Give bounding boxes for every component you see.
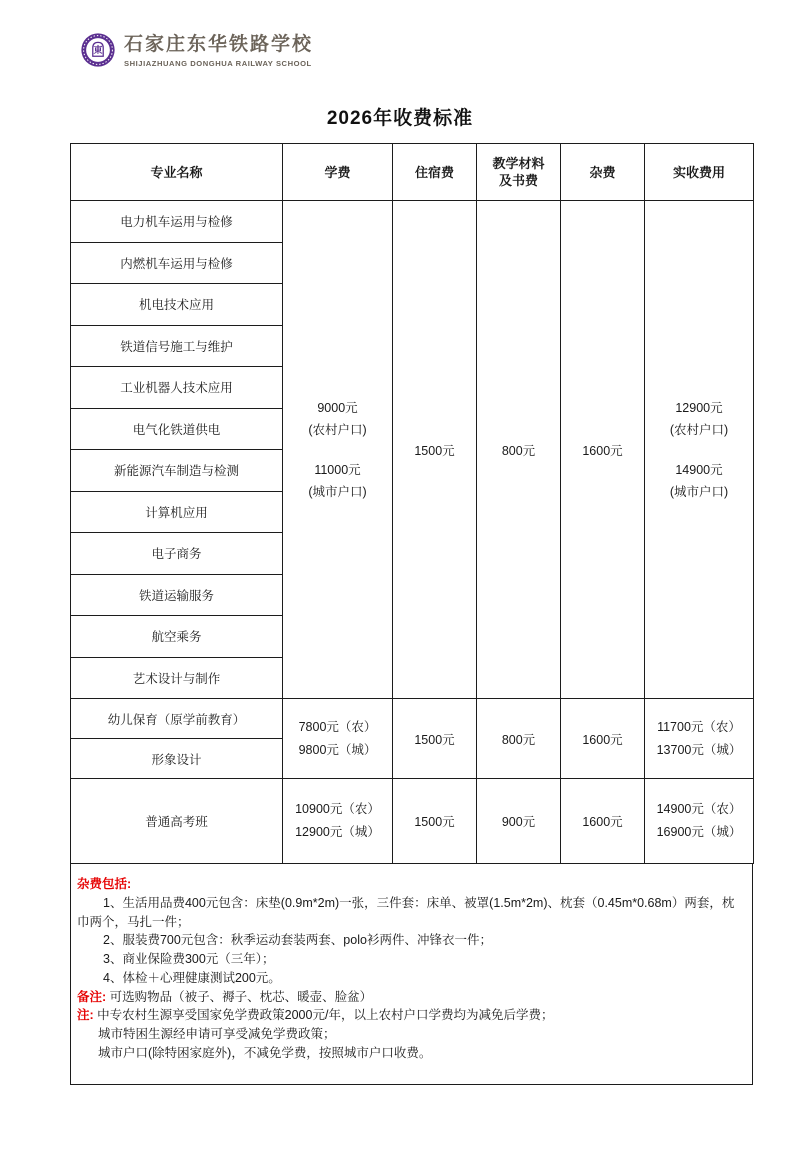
policy-note-line	[77, 1006, 746, 1025]
table-row	[71, 699, 754, 739]
page-title: 2026年收费标准	[326, 108, 474, 129]
school-name-block	[124, 32, 313, 68]
materials-cell-group1: 800元	[477, 201, 561, 699]
remark-text: 可选购物品（被子、褥子、枕芯、暖壶、脸盆）	[109, 989, 373, 1004]
major-cell: 幼儿保育（原学前教育）	[71, 699, 283, 739]
actual-cell-group2: 11700元（农） 13700元（城）	[645, 699, 754, 779]
misc-fee-item: 4、体检＋心理健康测试200元。	[103, 970, 281, 985]
major-cell: 机电技术应用	[71, 284, 283, 326]
tuition-cell-group2: 7800元（农） 9800元（城）	[283, 699, 393, 779]
major-cell: 铁道运输服务	[71, 574, 283, 616]
major-cell: 铁道信号施工与维护	[71, 325, 283, 367]
school-logo-icon	[80, 32, 116, 73]
actual-cell-group1: 12900元 (农村户口) 14900元 (城市户口)	[645, 201, 754, 699]
major-cell: 电子商务	[71, 533, 283, 575]
misc-cell-group3: 1600元	[561, 779, 645, 864]
major-cell: 计算机应用	[71, 491, 283, 533]
major-cell: 新能源汽车制造与检测	[71, 450, 283, 492]
remark-line	[77, 988, 746, 1007]
tuition-cell-group1: 9000元 (农村户口) 11000元 (城市户口)	[283, 201, 393, 699]
fee-table	[70, 143, 754, 864]
misc-cell-group2: 1600元	[561, 699, 645, 779]
misc-cell-group1: 1600元	[561, 201, 645, 699]
table-header-row	[71, 144, 754, 201]
major-cell: 形象设计	[71, 739, 283, 779]
school-header	[80, 32, 313, 73]
remark-label: 备注:	[77, 989, 107, 1004]
policy-note-text: 中专农村生源享受国家免学费政策2000元/年，以上农村户口学费均为减免后学费；	[97, 1008, 554, 1023]
column-header-actual: 实收费用	[645, 144, 754, 201]
misc-fee-item: 3、商业保险费300元（三年）；	[103, 952, 275, 966]
major-cell: 艺术设计与制作	[71, 657, 283, 699]
actual-cell-group3: 14900元（农） 16900元（城）	[645, 779, 754, 864]
accommodation-cell-group1: 1500元	[393, 201, 477, 699]
policy-note-line: 城市户口(除特困家庭外)，不减免学费，按照城市户口收费。	[98, 1045, 432, 1060]
major-cell: 电气化铁道供电	[71, 408, 283, 450]
school-name: 石家庄东华铁路学校	[124, 34, 314, 55]
policy-note-line: 城市特困生源经申请可享受减免学费政策；	[98, 1027, 336, 1041]
column-header-materials: 教学材料 及书费	[477, 144, 561, 201]
accommodation-cell-group3: 1500元	[393, 779, 477, 864]
major-cell: 电力机车运用与检修	[71, 201, 283, 243]
misc-fee-item: 1、生活用品费400元包含：床垫(0.9m*2m)一张，三件套：床单、被罩(1.5m*2m)、枕套（0.45m*0.68m）两套，枕巾两个，马扎一件；	[77, 895, 735, 929]
materials-cell-group3: 900元	[477, 779, 561, 864]
accommodation-cell-group2: 1500元	[393, 699, 477, 779]
table-row	[71, 201, 754, 243]
major-cell: 航空乘务	[71, 616, 283, 658]
materials-cell-group2: 800元	[477, 699, 561, 779]
table-row	[71, 779, 754, 864]
major-cell: 内燃机车运用与检修	[71, 242, 283, 284]
column-header-major: 专业名称	[71, 144, 283, 201]
column-header-accommodation: 住宿费	[393, 144, 477, 201]
school-name-en: SHIJIAZHUANG DONGHUA RAILWAY SCHOOL	[124, 59, 312, 68]
policy-note-label: 注:	[77, 1008, 94, 1023]
major-cell: 普通高考班	[71, 779, 283, 864]
column-header-misc: 杂费	[561, 144, 645, 201]
major-cell: 工业机器人技术应用	[71, 367, 283, 409]
notes-box	[70, 864, 753, 1085]
misc-fees-title: 杂费包括:	[77, 877, 132, 891]
column-header-tuition: 学费	[283, 144, 393, 201]
logo-character: 東	[93, 45, 103, 56]
misc-fee-item: 2、服装费700元包含：秋季运动套装两套、polo衫两件、冲锋衣一件；	[103, 933, 492, 948]
tuition-cell-group3: 10900元（农） 12900元（城）	[283, 779, 393, 864]
